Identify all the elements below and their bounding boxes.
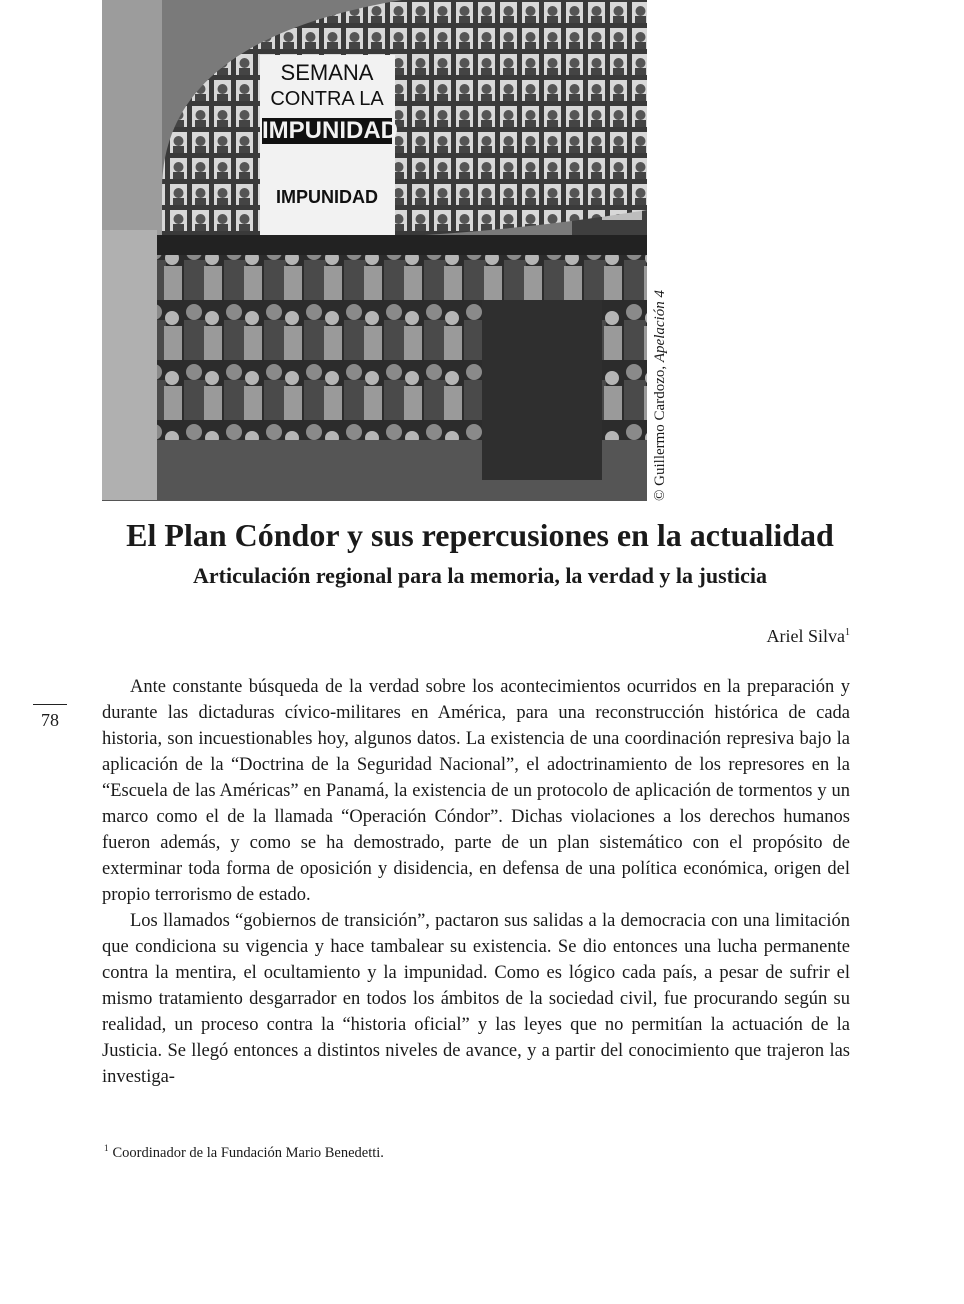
- banner-line-4: IMPUNIDAD: [276, 187, 378, 207]
- page-number-rule: [33, 704, 67, 705]
- article-title: El Plan Cóndor y sus repercusiones en la actualidad: [126, 517, 834, 553]
- article-author: [767, 621, 851, 648]
- author-name: Ariel Silva: [766, 626, 845, 646]
- photo-credit-source: Apelación 4: [652, 290, 668, 363]
- body-paragraph-2: Los llamados “gobiernos de transición”, pactaron sus salidas a la democracia con una limitación que condiciona su vigencia y hace tambalear su existencia. Se dio entonces una lucha permanente contra la mentira, el ocultamiento y la impunidad. Como es lógico cada país, a pesar de sufrir el mismo tratamiento desgarrador en todos los ámbitos de la sociedad civil, fue procurando según su realidad, un proceso contra la “historia oficial” y las leyes que no permitían la actuación de la Justicia. Se llegó entonces a distintos niveles de avance, y a partir del conocimiento que trajeron las investiga-: [102, 911, 850, 1087]
- author-note-mark: 1: [845, 627, 850, 638]
- body-paragraph-1: Ante constante búsqueda de la verdad sobre los acontecimientos ocurridos en la preparación y durante las dictaduras cívico-militares en América, para una reconstrucción histórica de cada historia, son incuestionables hoy, algunos datos. La existencia de una coordinación represiva bajo la aplicación de la “Doctrina de la Seguridad Nacional”, el adoctrinamiento de los represores en la “Escuela de las Américas” en Panamá, la existencia de un protocolo de aplicación de tormentos y un marco como el de la llamada “Operación Cóndor”. Dichas violaciones a los derechos humanos fueron además, y como se ha demostrado, parte de un plan sistemático con el propósito de exterminar toda forma de oposición y disidencia, en defensa de una política económica, origen del propio terrorismo de estado.: [102, 677, 850, 905]
- page-number: 78: [41, 710, 59, 730]
- banner-line-1: SEMANA: [280, 60, 374, 85]
- footnote-mark: 1: [104, 1143, 109, 1153]
- article-body: [102, 674, 850, 1090]
- article-subtitle: Articulación regional para la memoria, la verdad y la justicia: [193, 563, 767, 588]
- banner-line-3: IMPUNIDAD: [262, 117, 398, 144]
- footnote-text: Coordinador de la Fundación Mario Benedetti.: [112, 1144, 384, 1161]
- article-photo: [102, 0, 647, 501]
- photo-credit-author: © Guillermo Cardozo,: [652, 362, 668, 501]
- footnote: [104, 1138, 852, 1163]
- banner-line-2: CONTRA LA: [270, 88, 384, 110]
- photo-credit: [650, 256, 670, 501]
